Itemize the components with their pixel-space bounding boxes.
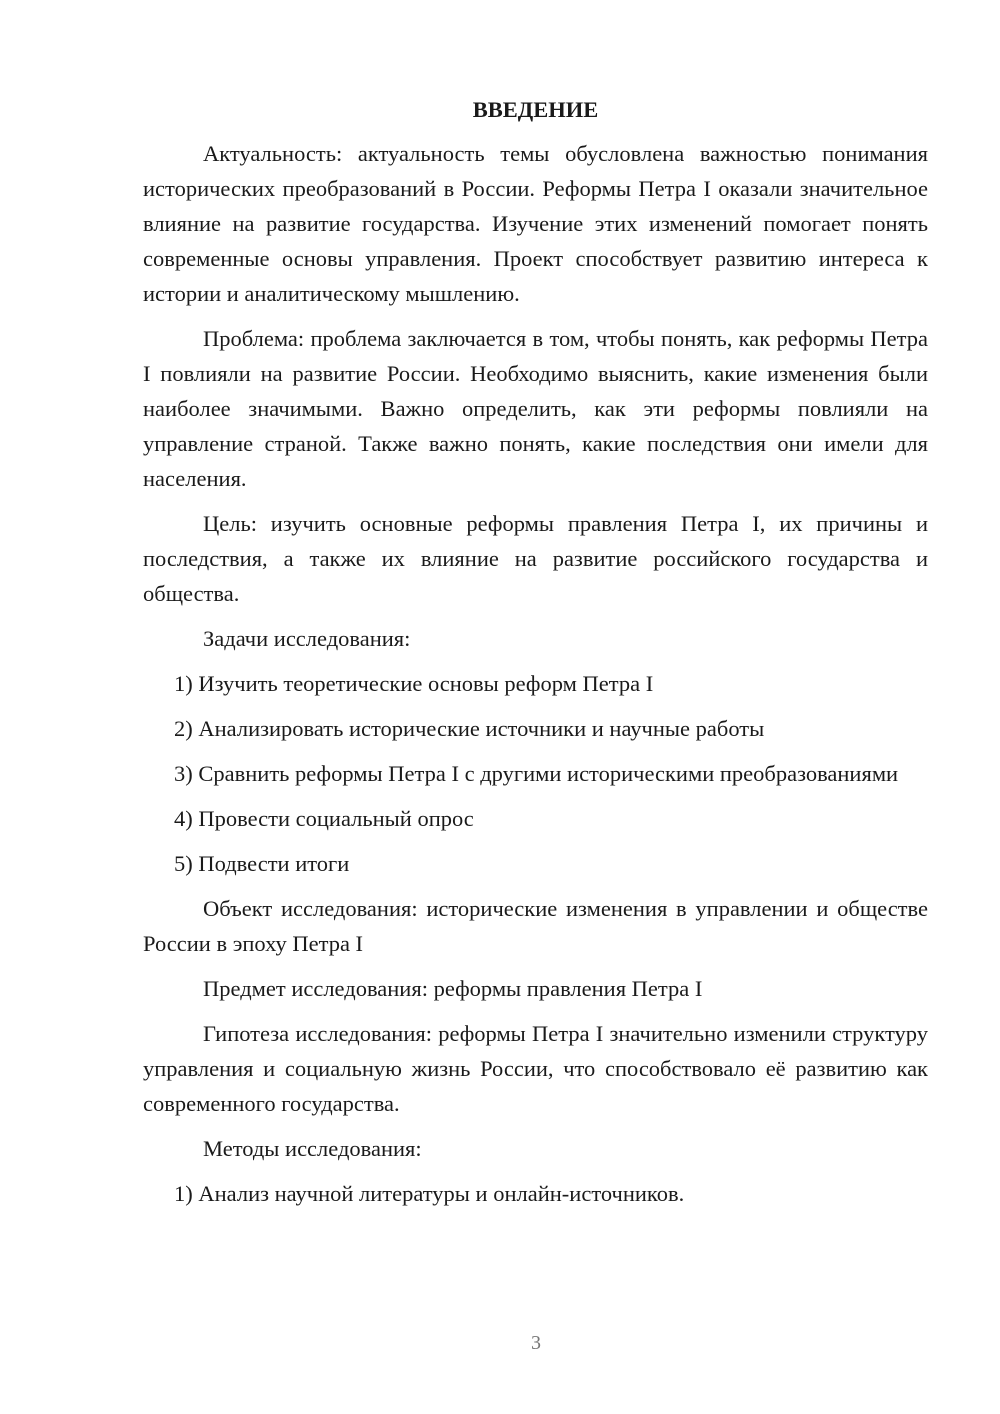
document-page	[143, 92, 928, 1221]
paragraph-subject: Предмет исследования: реформы правления Петра I	[203, 976, 703, 1001]
page-number: 3	[531, 1332, 541, 1354]
paragraph-object: Объект исследования: исторические изменения в управлении и обществе России в эпоху Петра I	[143, 896, 928, 956]
task-item-3: 3) Сравнить реформы Петра I с другими историческими преобразованиями	[174, 761, 899, 786]
paragraph-relevance: Актуальность: актуальность темы обусловлена важностью понимания исторических преобразований в России. Реформы Петра I оказали значительное влияние на развитие государства. Изучение этих изменений помогает понять современные основы управления. Проект способствует развитию интереса к истории и аналитическому мышлению.	[143, 141, 928, 306]
tasks-heading: Задачи исследования:	[203, 626, 411, 651]
task-item-1: 1) Изучить теоретические основы реформ Петра I	[174, 671, 654, 696]
task-item-2: 2) Анализировать исторические источники и научные работы	[174, 716, 765, 741]
paragraph-problem: Проблема: проблема заключается в том, чтобы понять, как реформы Петра I повлияли на развитие России. Необходимо выяснить, какие изменения были наиболее значимыми. Важно определить, как эти реформы повлияли на управление страной. Также важно понять, какие последствия они имели для населения.	[143, 326, 928, 491]
paragraph-goal: Цель: изучить основные реформы правления Петра I, их причины и последствия, а также их влияние на развитие российского государства и общества.	[143, 511, 928, 606]
section-title: ВВЕДЕНИЕ	[472, 97, 599, 122]
task-item-5: 5) Подвести итоги	[174, 851, 350, 876]
task-item-4: 4) Провести социальный опрос	[174, 806, 474, 831]
methods-heading: Методы исследования:	[203, 1136, 422, 1161]
paragraph-hypothesis: Гипотеза исследования: реформы Петра I значительно изменили структуру управления и социальную жизнь России, что способствовало её развитию как современного государства.	[143, 1021, 928, 1116]
method-item-1: 1) Анализ научной литературы и онлайн-источников.	[174, 1181, 685, 1206]
